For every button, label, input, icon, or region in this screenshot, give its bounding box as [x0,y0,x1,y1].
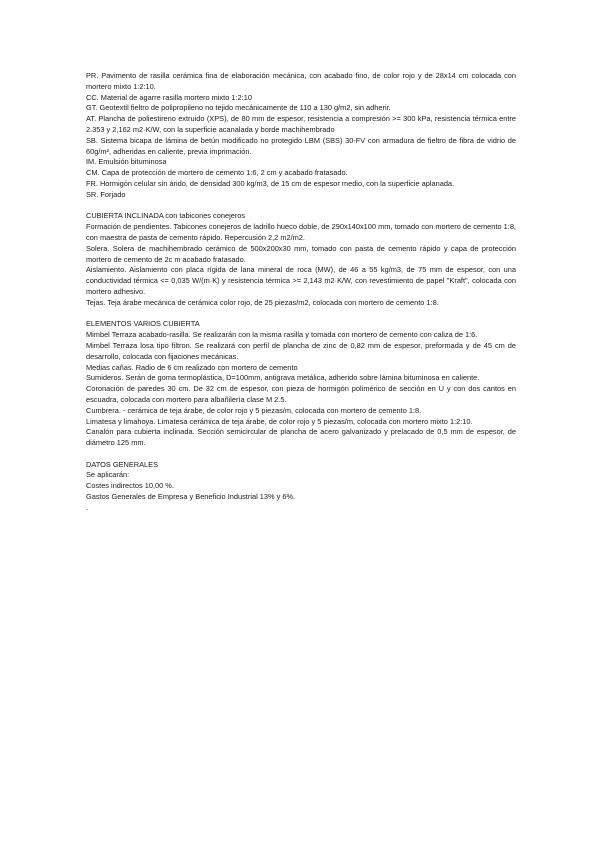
inclined-roof-section [86,211,516,308]
layer-gt: GT. Geotextil fieltro de polipropileno no tejido mecánicamente de 110 a 130 g/m2, sin adherir. [86,103,391,113]
flat-roof-layers [86,71,516,201]
paragraph-limatesa: Limatesa y limahoya. Limatesa cerámica de teja árabe, de color rojo y 5 piezas/m, colocada con mortero mixto 1:2:10. [86,416,473,426]
paragraph-slopes: Formación de pendientes. Tabicones conejeros de ladrillo hueco doble, de 290x140x100 mm, tomado con mortero de cemento 1:8, con maestra de pasta de cemento rápido. Repercusión 2,2 m2/m2. [86,222,516,242]
layer-sr: SR. Forjado [86,189,126,199]
general-line: Costes indirectos 10,00 %. [86,481,174,491]
paragraph-canalon: Canalón para cubierta inclinada. Sección semicircular de plancha de acero galvanizado y prelacado de 0,5 mm de espesor, de diámetro 125 mm. [86,427,516,448]
paragraph-mimbel-rasilla: Mimbel Terraza acabado-rasilla. Se realizarán con la misma rasilla y tomada con mortero de cemento con caliza de 1:6. [86,330,478,340]
general-line: Gastos Generales de Empresa y Beneficio Industrial 13% y 6%. [86,492,296,502]
layer-cm: CM. Capa de protección de mortero de cemento 1:6, 2 cm y acabado fratasado. [86,168,348,178]
layer-sb: SB. Sistema bicapa de lámina de betún modificado no protegido LBM (SBS) 30-FV con armadura de fieltro de fibra de vidrio de 60g/m², adheridas en caliente, previa imprimación. [86,135,516,156]
misc-roof-elements-section [86,319,516,449]
layer-at: AT. Plancha de poliestireno extruido (XPS), de 80 mm de espesor, resistencia a compresión >= 300 kPa, resistencia térmica entre 2.353 y 2,162 m2·K/W, con la superficie acanalada y borde machihembrado [86,114,516,134]
paragraph-mimbel-filtron: Mimbel Terraza losa tipo filtron. Se realizará con perfil de plancha de zinc de 0,82 mm de espesor, preformada y de 45 cm de desarrollo, colocada con fijaciones mecánicas. [86,340,516,361]
section-title: ELEMENTOS VARIOS CUBIERTA [86,319,200,329]
layer-cc: CC. Material de agarre rasilla mortero mixto 1:2:10 [86,92,252,102]
general-data-section [86,460,516,514]
section-title: DATOS GENERALES [86,459,159,469]
spacer [86,309,516,320]
paragraph-coronacion: Coronación de paredes 30 cm. De 32 cm de espesor, con pieza de hormigón polimérico de sección en U y con dos cantos en escuadra, colocada con mortero para albañilería clase M 2.5. [86,384,516,404]
paragraph-cumbrera: Cumbrera. - cerámica de teja árabe, de color rojo y 5 piezas/m, colocada con mortero de cemento 1:8. [86,405,422,415]
general-line: . [86,502,89,512]
layer-pr: PR. Pavimento de rasilla cerámica fina de elaboración mecánica, con acabado fino, de color rojo y de 28x14 cm colocada con mortero mixto 1:2:10. [86,71,516,91]
spacer [86,201,516,212]
paragraph-insulation: Aislamiento. Aislamiento con placa rígida de lana mineral de roca (MW), de 46 a 55 kg/m3, de 75 mm de espesor, con una conductividad térmica <= 0,035 W/(m·K) y resistencia térmica >= 2,143 m2·K/W, con revestimiento de papel "Kraft", colocada con mortero adhesivo. [86,265,516,296]
paragraph-solera: Solera. Solera de machihembrado cerámico de 500x200x30 mm, tomado con pasta de cemento rápido y capa de protección mortero de cemento de 2c m acabado fratasado. [86,243,516,264]
section-title: CUBIERTA INCLINADA con tabicones conejeros [86,211,246,221]
document-page [86,71,516,514]
paragraph-sumideros: Sumideros. Serán de goma termoplástica, D=100mm, antigrava metálica, adherido sobre lámina bituminosa en caliente. [86,373,480,383]
layer-im: IM. Emulsión bituminosa [86,157,167,167]
layer-fr: FR. Hormigón celular sin árido, de densidad 300 kg/m3, de 15 cm de espesor medio, con la superficie aplanada. [86,178,455,188]
paragraph-medias-canas: Medias cañas. Radio de 6 cm realizado con mortero de cemento [86,362,298,372]
paragraph-tiles: Tejas. Teja árabe mecánica de cerámica color rojo, de 25 piezas/m2, colocada con mortero de cemento 1:8. [86,297,439,307]
general-line: Se aplicarán: [86,470,130,480]
spacer [86,449,516,460]
